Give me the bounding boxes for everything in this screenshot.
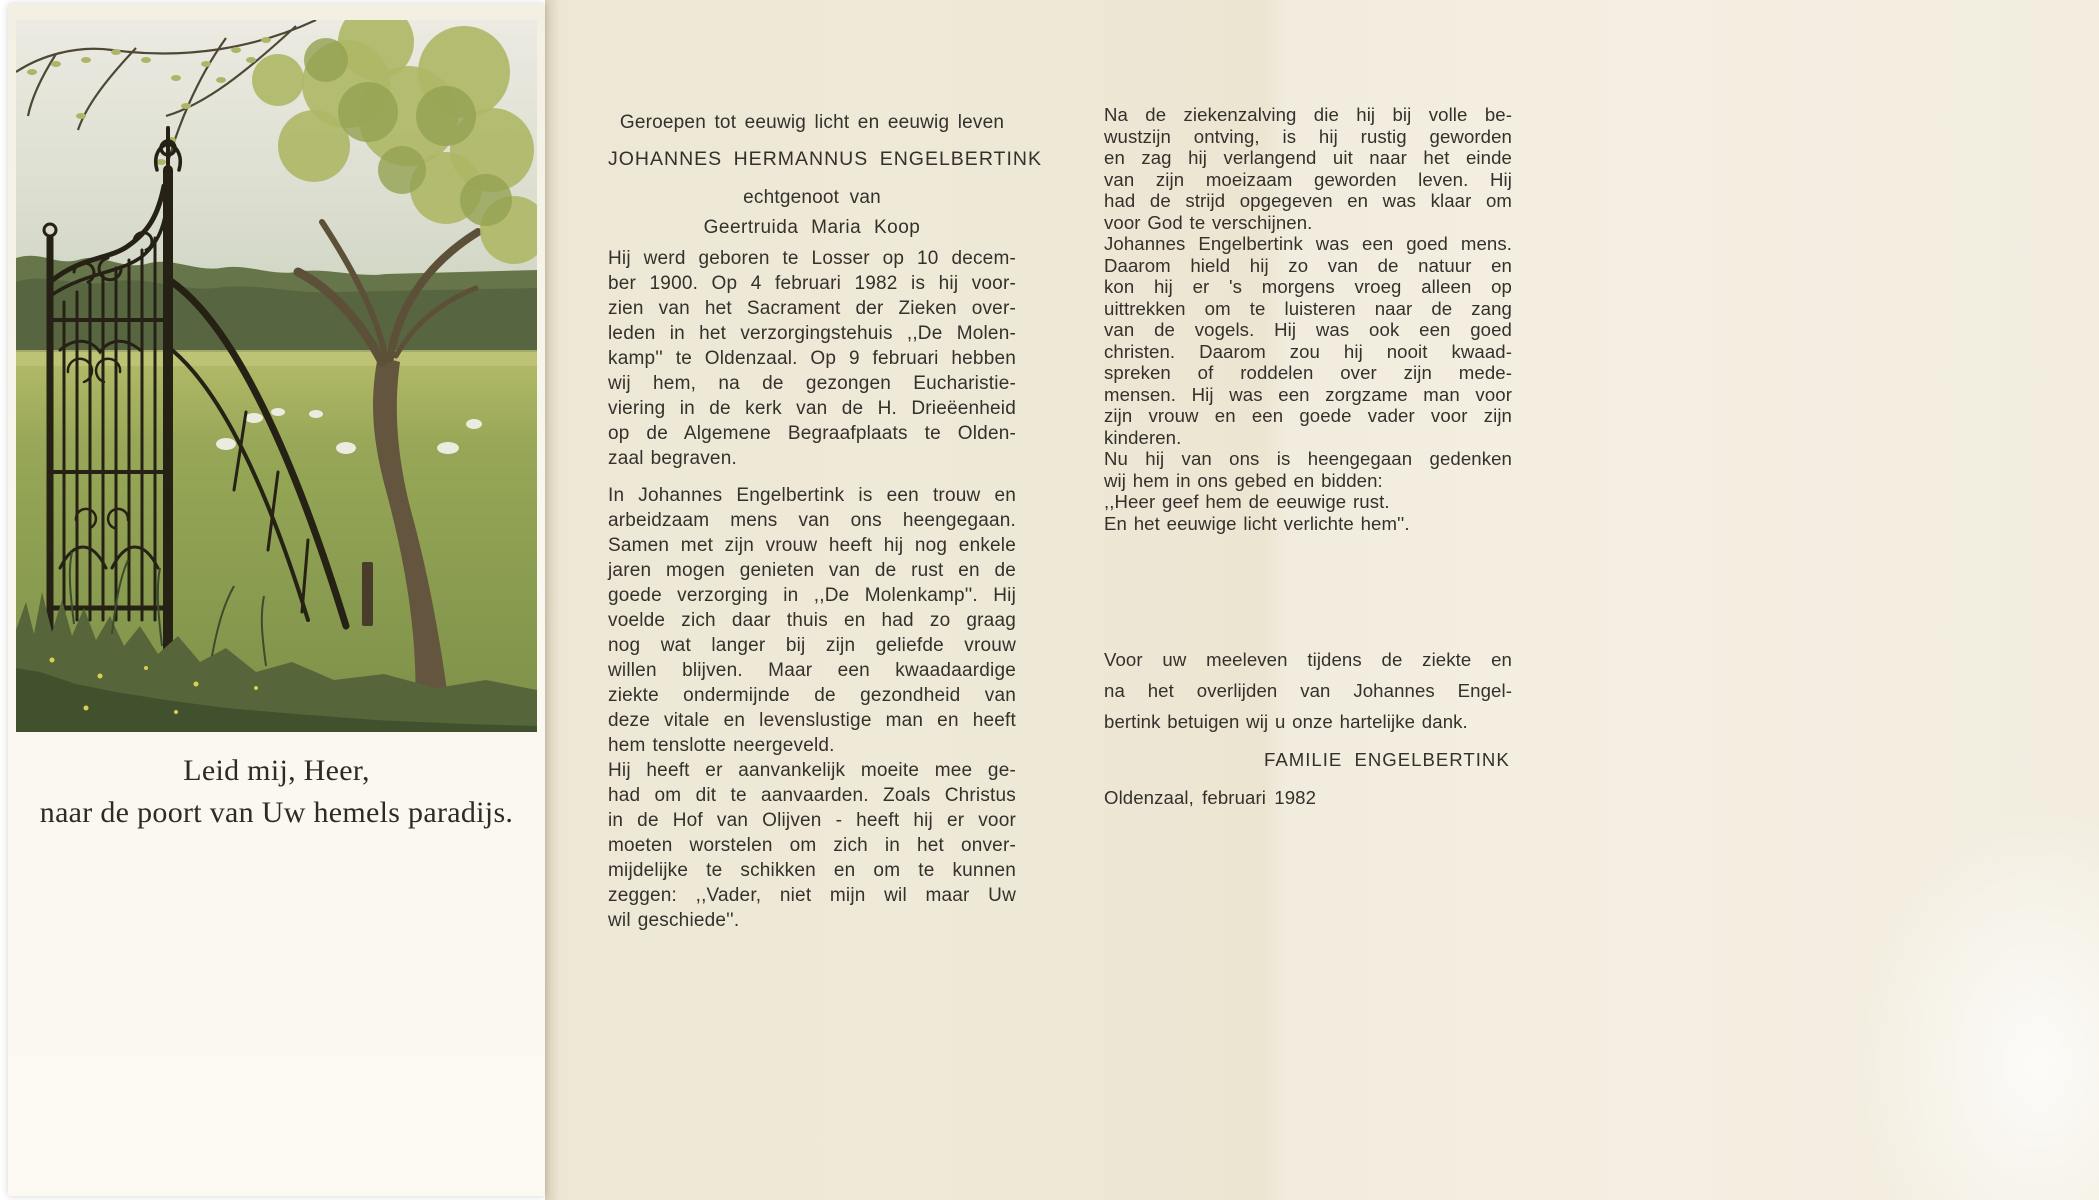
text-line: had de strijd opgegeven en was klaar om [1104, 190, 1512, 211]
paragraph-thanks [1104, 644, 1512, 737]
photo-panel [8, 4, 545, 1196]
text-line: Hij werd geboren te Losser op 10 decem- [608, 248, 1016, 269]
text-line: ber 1900. Op 4 februari 1982 is hij voor- [608, 273, 1016, 294]
photo-caption [8, 750, 545, 834]
text-line: en zag hij verlangend uit naar het einde [1104, 147, 1512, 168]
text-line: mijdelijke te schikken en om te kunnen [608, 860, 1016, 881]
text-line: wil geschiede''. [608, 910, 740, 931]
text-line: christen. Daarom zou hij nooit kwaad- [1104, 340, 1512, 362]
text-line: voor God te verschijnen. [1104, 211, 1313, 233]
text-line: van zijn moeizaam geworden leven. Hij [1104, 168, 1512, 190]
memorial-intro: Geroepen tot eeuwig licht en eeuwig leven [619, 112, 1005, 133]
text-line: Nu hij van ons is heengegaan gedenken [1104, 448, 1512, 469]
text-line: kon hij er 's morgens vroeg alleen op [1104, 276, 1512, 297]
text-line: op de Algemene Begraafplaats te Olden- [608, 423, 1016, 444]
text-line: goede verzorging in ,,De Molenkamp''. Hij [608, 585, 1016, 606]
text-line: kinderen. [1104, 426, 1182, 448]
text-line: na het overlijden van Johannes Engel- [1104, 680, 1512, 701]
text-line: zaal begraven. [608, 448, 737, 469]
gate-photo [16, 20, 537, 732]
text-line: hem tenslotte neergeveld. [608, 735, 835, 756]
text-line: voelde zich daar thuis en had zo graag [608, 610, 1016, 631]
text-line: Johannes Engelbertink was een goed mens. [1104, 233, 1512, 254]
text-line: in de Hof van Olijven - heeft hij er voor [608, 810, 1016, 831]
text-line: ziekte ondermijnde de gezondheid van [608, 685, 1016, 706]
spouse-name: Geertruida Maria Koop [703, 217, 921, 238]
text-line: Voor uw meeleven tijdens de ziekte en [1104, 649, 1512, 670]
text-line: En het eeuwige licht verlichte hem''. [1104, 512, 1410, 534]
text-line: In Johannes Engelbertink is een trouw en [608, 485, 1016, 506]
text-line: Samen met zijn vrouw heeft hij nog enkele [608, 535, 1016, 556]
text-line: wij hem in ons gebed en bidden: [1104, 469, 1383, 491]
text-line: leden in het verzorgingstehuis ,,De Molen- [608, 323, 1016, 344]
paragraph-anointing [1104, 104, 1512, 233]
caption-line-1: Leid mij, Heer, [183, 754, 370, 787]
fence-post [362, 562, 373, 626]
text-line: Daarom hield hij zo van de natuur en [1104, 254, 1512, 276]
text-line: Na de ziekenzalving die hij bij volle be- [1104, 104, 1512, 125]
scan-light-patch [1860, 810, 2099, 1200]
family-signature: FAMILIE ENGELBERTINK [1264, 749, 1510, 770]
right-page [1104, 104, 1512, 810]
text-line: jaren mogen genieten van de rust en de [608, 560, 1016, 581]
caption-line-2: naar de poort van Uw hemels paradijs. [39, 796, 514, 829]
text-line: nog wat langer bij zijn geliefde vrouw [608, 635, 1016, 656]
relation-line: echtgenoot van [743, 187, 881, 208]
text-line: spreken of roddelen over zijn mede- [1104, 362, 1512, 383]
middle-page [608, 110, 1042, 933]
text-line: willen blijven. Maar een kwaadaardige [608, 660, 1016, 681]
text-line: zien van het Sacrament der Zieken over- [608, 298, 1016, 319]
text-line: uittrekken om te luisteren naar de zang [1104, 297, 1512, 319]
prayer-line-rest [1104, 491, 1512, 513]
paragraph-biography [608, 246, 1016, 471]
text-line: zijn vrouw en een goede vader voor zijn [1104, 405, 1512, 426]
text-line: kamp'' te Oldenzaal. Op 9 februari hebben [608, 348, 1016, 369]
paragraph-good-man [1104, 233, 1512, 448]
deceased-name: JOHANNES HERMANNUS ENGELBERTINK [608, 148, 1042, 170]
paragraph-remembrance [1104, 448, 1512, 491]
text-line: arbeidzaam mens van ons heengegaan. [608, 510, 1016, 531]
text-line: van de vogels. Hij was ook een goed [1104, 319, 1512, 340]
text-line: had om dit te aanvaarden. Zoals Christus [608, 785, 1016, 806]
text-line: deze vitale en levenslustige man en heeft [608, 710, 1016, 731]
paragraph-tribute [608, 483, 1016, 758]
text-line: wij hem, na de gezongen Eucharistie- [608, 373, 1016, 394]
text-line: zeggen: ,,Vader, niet mijn wil maar Uw [608, 885, 1016, 906]
place-date: Oldenzaal, februari 1982 [1104, 787, 1317, 808]
text-line: moeten worstelen om zich in het onver- [608, 835, 1016, 856]
text-line: ,,Heer geef hem de eeuwige rust. [1104, 491, 1390, 512]
text-line: Hij heeft er aanvankelijk moeite mee ge- [608, 760, 1016, 781]
text-line: mensen. Hij was een zorgzame man voor [1104, 383, 1512, 405]
paragraph-acceptance [608, 758, 1016, 933]
text-line: bertink betuigen wij u onze hartelijke dank. [1104, 711, 1468, 732]
prayer-line-light [1104, 513, 1512, 535]
text-line: viering in de kerk van de H. Drieëenheid [608, 398, 1016, 419]
text-line: wustzijn ontving, is hij rustig geworden [1104, 125, 1512, 147]
